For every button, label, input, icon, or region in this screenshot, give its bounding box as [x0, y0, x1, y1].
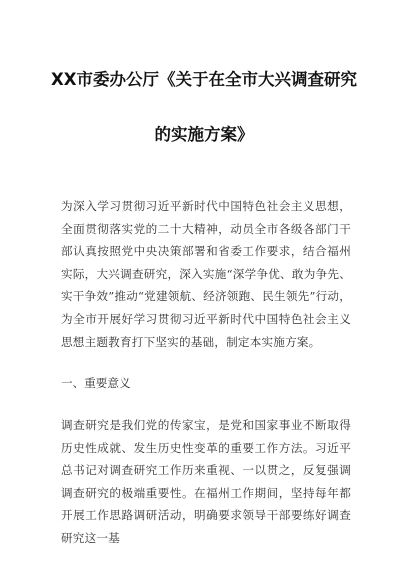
section-heading-importance: 一、重要意义 [61, 376, 131, 390]
section-paragraph-importance: 调查研究是我们党的传家宝，是党和国家事业不断取得历史性成就、发生历史性变革的重要工作方法。习近平总书记对调查研究工作历来重视、一以贯之，反复强调调查研究的极端重要性。在福州工作期间，坚持每年都开展工作思路调研活动，明确要求领导干部要练好调查研究这一基 [61, 418, 351, 545]
intro-paragraph: 为深入学习贯彻习近平新时代中国特色社会主义思想，全面贯彻落实党的二十大精神，动员全市各级各部门干部认真按照党中央决策部署和省委工作要求，结合福州实际，大兴调查研究，深入实施“深学争优、敢为争先、实干争效”推动“党建领航、经济领跑、民生领先”行动，为全市开展好学习贯彻习近平新时代中国特色社会主义思想主题教育打下坚实的基础，制定本实施方案。 [61, 199, 351, 349]
document-title-line-1: XX市委办公厅《关于在全市大兴调查研究 [51, 70, 357, 89]
document-title-line-2: 的实施方案》 [154, 125, 254, 144]
